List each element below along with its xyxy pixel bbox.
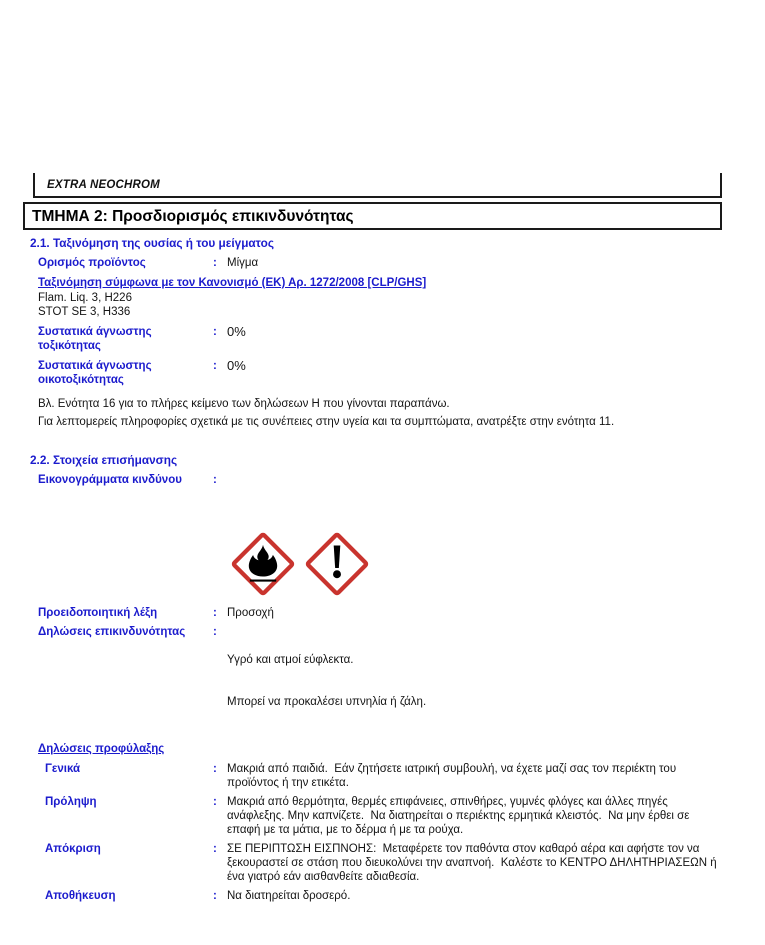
colon-separator: : [213, 843, 217, 855]
section-2-title-bar [23, 202, 722, 230]
heading-2-1: 2.1. Ταξινόμηση της ουσίας ή του μείγματος [30, 236, 274, 250]
classification-line: STOT SE 3, H336 [38, 306, 131, 318]
colon-separator: : [213, 796, 217, 808]
product-definition-value: Μίγμα [227, 257, 259, 269]
section-2-title: ΤΜΗΜΑ 2: Προσδιορισμός επικινδυνότητας [32, 207, 354, 225]
prevention-label: Πρόληψη [45, 796, 97, 808]
product-definition-label: Ορισμός προϊόντος [38, 257, 146, 269]
field-row-product-definition [38, 256, 765, 270]
note-h-statements: Βλ. Ενότητα 16 για το πλήρες κείμενο των δηλώσεων Η που γίνονται παραπάνω. [38, 398, 450, 410]
colon-separator: : [213, 257, 217, 269]
response-value: ΣΕ ΠΕΡΙΠΤΩΣΗ ΕΙΣΠΝΟΗΣ: Μεταφέρετε τον παθόντα στον καθαρό αέρα και αφήστε τον να ξεκουραστεί σε στάση που διευκολύνει την αναπνοή. Καλέστε το ΚΕΝΤΡΟ ΔΗΛΗΤΗΡΙΑΣΕΩΝ ή ένα γιατρό εάν αισθανθείτε αδιαθεσία. [227, 843, 720, 883]
section-2-content [0, 236, 765, 908]
response-label: Απόκριση [45, 843, 101, 855]
unknown-toxicity-value: 0% [227, 324, 246, 339]
storage-value: Να διατηρείται δροσερό. [227, 890, 351, 902]
colon-separator: : [213, 326, 217, 338]
field-row-unknown-toxicity [38, 325, 765, 353]
colon-separator: : [213, 474, 217, 486]
product-name: EXTRA NEOCHROM [47, 178, 160, 191]
field-row-response [38, 842, 765, 884]
document-header [33, 173, 722, 198]
clp-classification-heading: Ταξινόμηση σύμφωνα με τον Κανονισμό (ΕΚ) Αρ. 1272/2008 [CLP/GHS] [38, 277, 427, 289]
signal-word-label: Προειδοποιητική λέξη [38, 607, 158, 619]
precautionary-statements-heading: Δηλώσεις προφύλαξης [38, 743, 165, 755]
heading-2-2: 2.2. Στοιχεία επισήμανσης [30, 453, 178, 467]
unknown-ecotoxicity-value: 0% [227, 358, 246, 373]
hazard-pictograms [227, 501, 717, 569]
hazard-statement-line: Υγρό και ατμοί εύφλεκτα. [227, 654, 354, 666]
storage-label: Αποθήκευση [45, 890, 116, 902]
unknown-ecotoxicity-label: Συστατικά άγνωστης οικοτοξικότητας [38, 360, 152, 386]
colon-separator: : [213, 626, 217, 638]
field-row-signal-word [38, 606, 765, 620]
signal-word-value: Προσοχή [227, 607, 274, 619]
field-row-general [38, 762, 765, 790]
colon-separator: : [213, 890, 217, 902]
hazard-statement-line: Μπορεί να προκαλέσει υπνηλία ή ζάλη. [227, 696, 427, 708]
classification-line: Flam. Liq. 3, H226 [38, 292, 132, 304]
hazard-pictograms-label: Εικονογράμματα κινδύνου [38, 474, 182, 486]
unknown-toxicity-label: Συστατικά άγνωστης τοξικότητας [38, 326, 152, 352]
exclamation-pictogram-icon [304, 503, 370, 569]
hazard-statements-label: Δηλώσεις επικινδυνότητας [38, 626, 186, 638]
flame-pictogram-icon [230, 503, 296, 569]
note-health-details: Για λεπτομερείς πληροφορίες σχετικά με τις συνέπειες στην υγεία και τα συμπτώματα, ανατρέξτε στην ενότητα 11. [38, 416, 615, 428]
field-row-hazard-pictograms [38, 473, 765, 597]
prevention-value: Μακριά από θερμότητα, θερμές επιφάνειες, σπινθήρες, γυμνές φλόγες και άλλες πηγές ανάφλεξης. Μην καπνίζετε. Να διατηρείται ο περιέκτης ερμητικά κλειστός. Να μην έρθει σε επαφή με τα μάτια, με το δέρμα ή με τα ρούχα. [227, 796, 693, 836]
field-row-prevention [38, 795, 765, 837]
field-row-unknown-ecotoxicity [38, 359, 765, 387]
colon-separator: : [213, 607, 217, 619]
colon-separator: : [213, 360, 217, 372]
field-row-storage [38, 889, 765, 903]
general-label: Γενικά [45, 763, 81, 775]
colon-separator: : [213, 763, 217, 775]
field-row-hazard-statements [38, 625, 765, 737]
general-value: Μακριά από παιδιά. Εάν ζητήσετε ιατρική συμβουλή, να έχετε μαζί σας τον περιέκτη του προϊόντος ή την ετικέτα. [227, 763, 680, 789]
